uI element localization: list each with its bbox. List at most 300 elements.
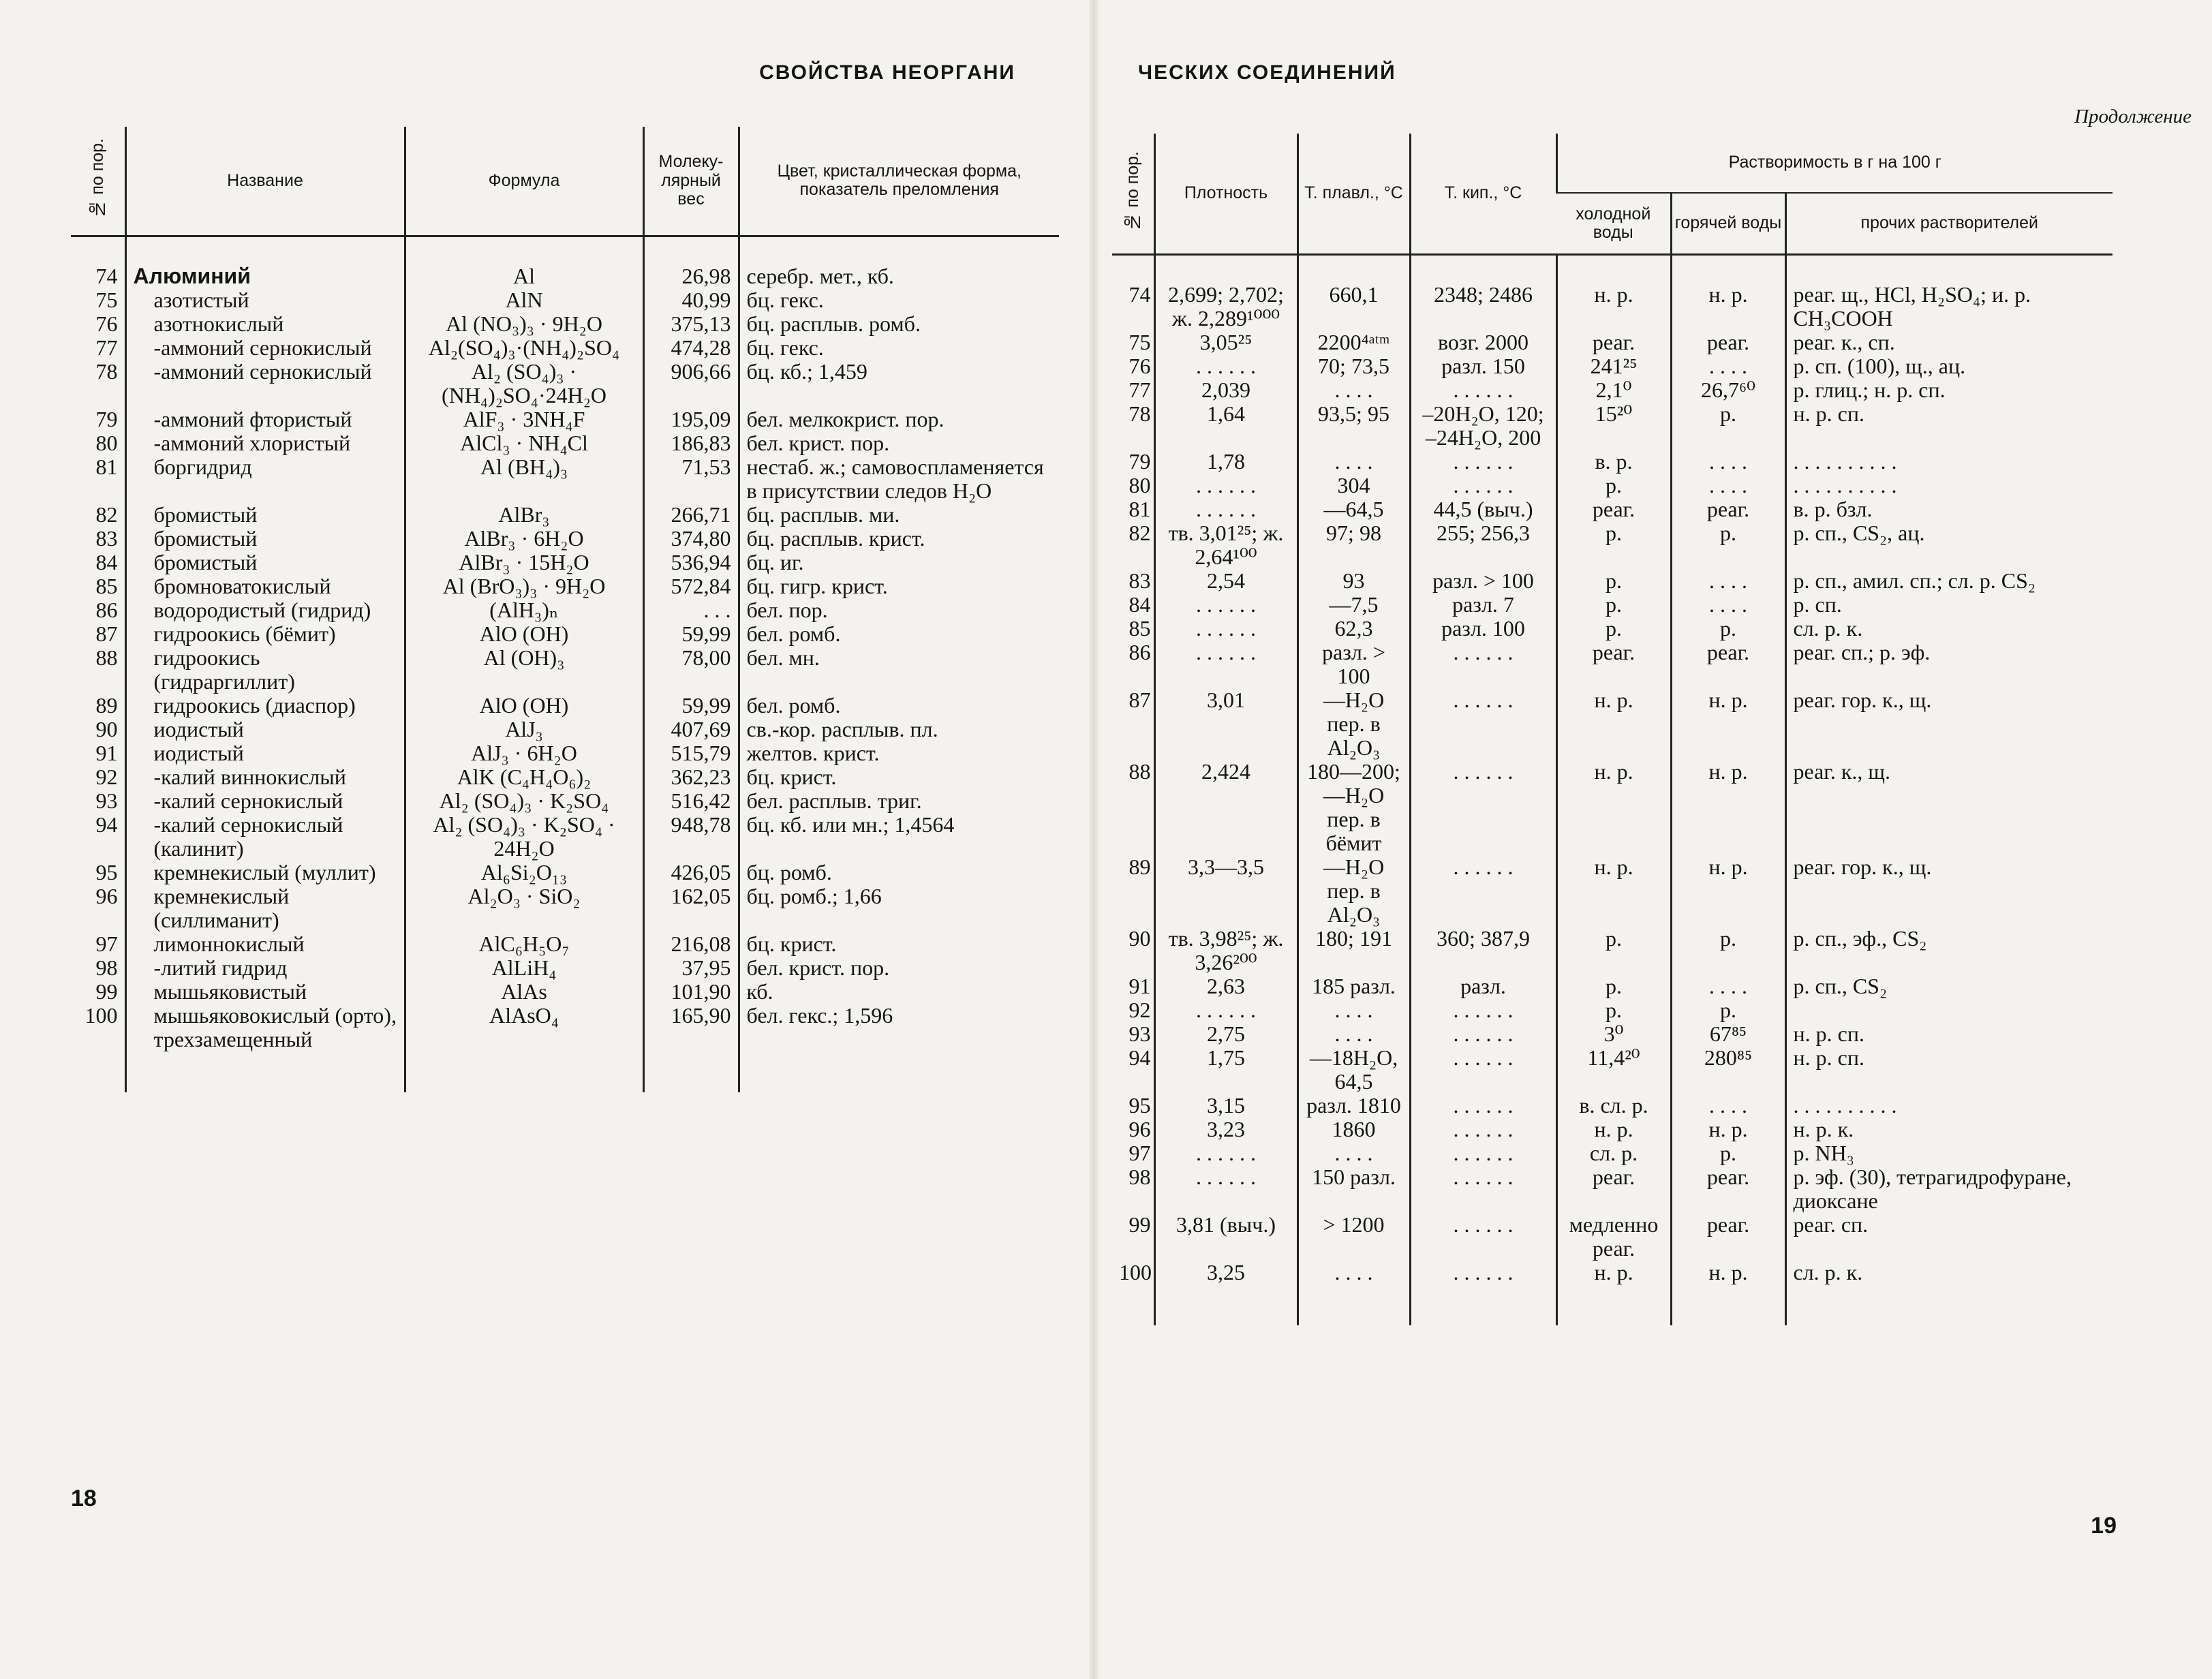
compound-formula: AlBr₃ · 15H₂O bbox=[405, 551, 643, 574]
compound-name: гидроокись (диаспор) bbox=[125, 694, 405, 718]
melting-point: —18H₂O, 64,5 bbox=[1297, 1046, 1410, 1094]
solubility-hot-water: р. bbox=[1671, 927, 1785, 974]
page-number-right: 19 bbox=[2091, 1513, 2117, 1539]
density: 3,3—3,5 bbox=[1154, 855, 1297, 927]
solubility-hot-water: р. bbox=[1671, 998, 1785, 1022]
appearance: желтов. крист. bbox=[739, 741, 1059, 765]
row-number: 85 bbox=[1128, 617, 1151, 641]
molecular-weight: 515,79 bbox=[643, 741, 739, 765]
solubility-other: реаг. к., щ. bbox=[1785, 760, 2113, 855]
melting-point: 180—200; —H₂O пер. в бёмит bbox=[1297, 760, 1410, 855]
solubility-cold-water: н. р. bbox=[1556, 255, 1671, 331]
solubility-cold-water: реаг. bbox=[1556, 330, 1671, 354]
row-number: 88 bbox=[1128, 760, 1151, 784]
compound-name: мышьяковистый bbox=[125, 980, 405, 1004]
table-row bbox=[71, 1004, 1059, 1092]
density: . . . . . . bbox=[1154, 998, 1297, 1022]
compound-formula: Al (OH)₃ bbox=[405, 646, 643, 694]
running-header-right: ЧЕСКИХ СОЕДИНЕНИЙ bbox=[1138, 61, 1396, 84]
compounds-table-left bbox=[71, 127, 1059, 1092]
appearance: бел. пор. bbox=[739, 598, 1059, 622]
solubility-cold-water: реаг. bbox=[1556, 641, 1671, 688]
appearance: бц. гекс. bbox=[739, 288, 1059, 312]
solubility-hot-water: н. р. bbox=[1671, 688, 1785, 760]
molecular-weight: 40,99 bbox=[643, 288, 739, 312]
molecular-weight: 474,28 bbox=[643, 336, 739, 360]
solubility-other: реаг. сп. bbox=[1785, 1213, 2113, 1261]
density: 2,699; 2,702; ж. 2,289¹⁰⁰⁰ bbox=[1154, 255, 1297, 331]
density: 2,63 bbox=[1154, 974, 1297, 998]
compound-formula: AlK (C₄H₄O₆)₂ bbox=[405, 765, 643, 789]
table-row bbox=[1112, 1213, 2113, 1261]
compound-formula: Al (NO₃)₃ · 9H₂O bbox=[405, 312, 643, 336]
compound-name: -калий виннокислый bbox=[125, 765, 405, 789]
row-number: 95 bbox=[1128, 1094, 1151, 1118]
row-number: 83 bbox=[95, 526, 118, 551]
density: . . . . . . bbox=[1154, 593, 1297, 617]
appearance: бц. кб. или мн.; 1,4564 bbox=[739, 813, 1059, 861]
compound-formula: AlJ₃ bbox=[405, 718, 643, 741]
solubility-hot-water: . . . . bbox=[1671, 450, 1785, 474]
compound-formula: AlAsO₄ bbox=[405, 1004, 643, 1092]
compound-name: мышьяковокислый (орто), трехзамещенный bbox=[125, 1004, 405, 1092]
table-row bbox=[71, 336, 1059, 360]
row-number: 77 bbox=[95, 335, 118, 360]
table-row bbox=[71, 718, 1059, 741]
appearance: бел. мн. bbox=[739, 646, 1059, 694]
solubility-cold-water: 2,1⁰ bbox=[1556, 378, 1671, 402]
solubility-hot-water: н. р. bbox=[1671, 255, 1785, 331]
solubility-cold-water: р. bbox=[1556, 998, 1671, 1022]
solubility-other: н. р. сп. bbox=[1785, 402, 2113, 450]
col-header-hot: горячей воды bbox=[1671, 193, 1785, 255]
solubility-hot-water: н. р. bbox=[1671, 760, 1785, 855]
compound-name: кремнекислый (муллит) bbox=[125, 861, 405, 884]
boiling-point: . . . . . . bbox=[1410, 1165, 1556, 1213]
table-row bbox=[71, 431, 1059, 455]
solubility-hot-water: реаг. bbox=[1671, 330, 1785, 354]
density: . . . . . . bbox=[1154, 474, 1297, 497]
compound-name: -аммоний сернокислый bbox=[125, 336, 405, 360]
solubility-cold-water: р. bbox=[1556, 569, 1671, 593]
table-row bbox=[71, 312, 1059, 336]
compound-name: бромноватокислый bbox=[125, 574, 405, 598]
appearance: бел. мелкокрист. пор. bbox=[739, 407, 1059, 431]
table-row bbox=[1112, 760, 2113, 855]
appearance: бел. гекс.; 1,596 bbox=[739, 1004, 1059, 1092]
row-number: 89 bbox=[95, 693, 118, 718]
molecular-weight: 216,08 bbox=[643, 932, 739, 956]
appearance: нестаб. ж.; самовоспламеняется в присутствии следов H₂O bbox=[739, 455, 1059, 503]
solubility-hot-water: . . . . bbox=[1671, 354, 1785, 378]
boiling-point: 255; 256,3 bbox=[1410, 521, 1556, 569]
solubility-cold-water: 241²⁵ bbox=[1556, 354, 1671, 378]
solubility-cold-water: 15²⁰ bbox=[1556, 402, 1671, 450]
col-header-formula: Формула bbox=[405, 127, 643, 236]
solubility-hot-water: реаг. bbox=[1671, 641, 1785, 688]
row-number: 87 bbox=[1128, 688, 1151, 712]
solubility-hot-water: реаг. bbox=[1671, 1213, 1785, 1261]
melting-point: 93 bbox=[1297, 569, 1410, 593]
molecular-weight: 195,09 bbox=[643, 407, 739, 431]
compound-name: -аммоний фтористый bbox=[125, 407, 405, 431]
solubility-other: р. сп., CS₂, ац. bbox=[1785, 521, 2113, 569]
appearance: бц. крист. bbox=[739, 932, 1059, 956]
row-number: 77 bbox=[1128, 378, 1151, 402]
right-table-body bbox=[1112, 255, 2113, 1326]
row-number: 81 bbox=[1128, 497, 1151, 521]
compound-formula: AlO (OH) bbox=[405, 694, 643, 718]
boiling-point: . . . . . . bbox=[1410, 1094, 1556, 1118]
solubility-other: р. сп., эф., CS₂ bbox=[1785, 927, 2113, 974]
table-row bbox=[71, 407, 1059, 431]
running-header-left: СВОЙСТВА НЕОРГАНИ bbox=[759, 61, 1015, 84]
table-row bbox=[71, 527, 1059, 551]
solubility-other: . . . . . . . . . . bbox=[1785, 1094, 2113, 1118]
molecular-weight: 374,80 bbox=[643, 527, 739, 551]
table-row bbox=[71, 622, 1059, 646]
compound-name: бромистый bbox=[125, 527, 405, 551]
solubility-other: реаг. гор. к., щ. bbox=[1785, 855, 2113, 927]
table-row bbox=[1112, 974, 2113, 998]
row-number: 94 bbox=[95, 812, 118, 837]
row-number: 96 bbox=[1128, 1118, 1151, 1141]
molecular-weight: 59,99 bbox=[643, 622, 739, 646]
left-page bbox=[0, 0, 1090, 1679]
compound-name: бромистый bbox=[125, 551, 405, 574]
melting-point: . . . . bbox=[1297, 998, 1410, 1022]
right-page bbox=[1097, 0, 2212, 1679]
density: 3,81 (выч.) bbox=[1154, 1213, 1297, 1261]
melting-point: 97; 98 bbox=[1297, 521, 1410, 569]
row-number: 98 bbox=[95, 955, 118, 980]
col-header-solubility: Растворимость в г на 100 г bbox=[1556, 134, 2113, 193]
molecular-weight: 948,78 bbox=[643, 813, 739, 861]
boiling-point: . . . . . . bbox=[1410, 1213, 1556, 1261]
melting-point: > 1200 bbox=[1297, 1213, 1410, 1261]
solubility-cold-water: н. р. bbox=[1556, 1261, 1671, 1325]
compound-formula: AlCl₃ · NH₄Cl bbox=[405, 431, 643, 455]
row-number: 99 bbox=[1128, 1213, 1151, 1237]
row-number: 89 bbox=[1128, 855, 1151, 879]
compound-formula: Al₆Si₂O₁₃ bbox=[405, 861, 643, 884]
row-number: 94 bbox=[1128, 1046, 1151, 1070]
table-row bbox=[1112, 521, 2113, 569]
compound-formula: (AlH₃)ₙ bbox=[405, 598, 643, 622]
table-row bbox=[71, 884, 1059, 932]
density: 3,05²⁵ bbox=[1154, 330, 1297, 354]
compound-formula: Al bbox=[405, 236, 643, 288]
solubility-other: реаг. сп.; р. эф. bbox=[1785, 641, 2113, 688]
melting-point: 70; 73,5 bbox=[1297, 354, 1410, 378]
compound-name: Алюминий bbox=[125, 236, 405, 288]
row-number: 83 bbox=[1128, 569, 1151, 593]
melting-point: 180; 191 bbox=[1297, 927, 1410, 974]
table-row bbox=[1112, 497, 2113, 521]
compound-name: -аммоний сернокислый bbox=[125, 360, 405, 407]
row-number: 82 bbox=[1128, 521, 1151, 545]
solubility-cold-water: н. р. bbox=[1556, 688, 1671, 760]
melting-point: 185 разл. bbox=[1297, 974, 1410, 998]
row-number: 86 bbox=[1128, 641, 1151, 664]
row-number: 90 bbox=[1128, 927, 1151, 951]
solubility-cold-water: р. bbox=[1556, 593, 1671, 617]
compound-name: иодистый bbox=[125, 718, 405, 741]
solubility-cold-water: р. bbox=[1556, 617, 1671, 641]
boiling-point: . . . . . . bbox=[1410, 450, 1556, 474]
molecular-weight: 572,84 bbox=[643, 574, 739, 598]
density: 1,64 bbox=[1154, 402, 1297, 450]
solubility-other: р. эф. (30), тетрагидрофуране, диоксане bbox=[1785, 1165, 2113, 1213]
solubility-other: в. р. бзл. bbox=[1785, 497, 2113, 521]
table-row bbox=[71, 980, 1059, 1004]
table-row bbox=[71, 646, 1059, 694]
solubility-hot-water: . . . . bbox=[1671, 593, 1785, 617]
boiling-point: . . . . . . bbox=[1410, 1261, 1556, 1325]
table-row bbox=[1112, 1022, 2113, 1046]
boiling-point: . . . . . . bbox=[1410, 641, 1556, 688]
compound-name: азотнокислый bbox=[125, 312, 405, 336]
solubility-other: реаг. щ., HCl, H₂SO₄; и. р. CH₃COOH bbox=[1785, 255, 2113, 331]
density: 2,75 bbox=[1154, 1022, 1297, 1046]
compound-name: азотистый bbox=[125, 288, 405, 312]
compound-formula: Al (BrO₃)₃ · 9H₂O bbox=[405, 574, 643, 598]
molecular-weight: 426,05 bbox=[643, 861, 739, 884]
melting-point: . . . . bbox=[1297, 1261, 1410, 1325]
solubility-hot-water: н. р. bbox=[1671, 855, 1785, 927]
solubility-hot-water: реаг. bbox=[1671, 1165, 1785, 1213]
density: 3,25 bbox=[1154, 1261, 1297, 1325]
molecular-weight: 162,05 bbox=[643, 884, 739, 932]
table-row bbox=[1112, 378, 2113, 402]
row-number: 88 bbox=[95, 645, 118, 670]
melting-point: —H₂O пер. в Al₂O₃ bbox=[1297, 688, 1410, 760]
boiling-point: возг. 2000 bbox=[1410, 330, 1556, 354]
melting-point: . . . . bbox=[1297, 1022, 1410, 1046]
appearance: бц. расплыв. ромб. bbox=[739, 312, 1059, 336]
molecular-weight: 407,69 bbox=[643, 718, 739, 741]
compound-name: -аммоний хлористый bbox=[125, 431, 405, 455]
solubility-other: реаг. гор. к., щ. bbox=[1785, 688, 2113, 760]
solubility-other: н. р. к. bbox=[1785, 1118, 2113, 1141]
table-row bbox=[71, 861, 1059, 884]
table-row bbox=[1112, 330, 2113, 354]
solubility-hot-water: реаг. bbox=[1671, 497, 1785, 521]
solubility-hot-water: . . . . bbox=[1671, 569, 1785, 593]
solubility-cold-water: р. bbox=[1556, 927, 1671, 974]
melting-point: 304 bbox=[1297, 474, 1410, 497]
density: . . . . . . bbox=[1154, 641, 1297, 688]
row-number: 91 bbox=[1128, 974, 1151, 998]
table-row bbox=[1112, 450, 2113, 474]
density: . . . . . . bbox=[1154, 617, 1297, 641]
row-number: 100 bbox=[85, 1003, 118, 1028]
molecular-weight: 516,42 bbox=[643, 789, 739, 813]
boiling-point: . . . . . . bbox=[1410, 1118, 1556, 1141]
appearance: бел. расплыв. триг. bbox=[739, 789, 1059, 813]
compound-name: кремнекислый (силлиманит) bbox=[125, 884, 405, 932]
row-number: 91 bbox=[95, 741, 118, 765]
table-header-row bbox=[1112, 134, 2113, 193]
density: . . . . . . bbox=[1154, 1165, 1297, 1213]
density: . . . . . . bbox=[1154, 354, 1297, 378]
row-number: 74 bbox=[1128, 282, 1151, 307]
molecular-weight: . . . bbox=[643, 598, 739, 622]
density: 2,424 bbox=[1154, 760, 1297, 855]
row-number: 92 bbox=[95, 765, 118, 789]
solubility-other: . . . . . . . . . . bbox=[1785, 450, 2113, 474]
solubility-hot-water: . . . . bbox=[1671, 1094, 1785, 1118]
density: . . . . . . bbox=[1154, 1141, 1297, 1165]
row-number: 78 bbox=[95, 359, 118, 384]
row-number: 84 bbox=[95, 550, 118, 574]
row-number: 76 bbox=[1128, 354, 1151, 378]
solubility-hot-water: р. bbox=[1671, 521, 1785, 569]
density: 1,78 bbox=[1154, 450, 1297, 474]
row-number: 80 bbox=[1128, 474, 1151, 497]
solubility-cold-water: 11,4²⁰ bbox=[1556, 1046, 1671, 1094]
table-row bbox=[1112, 641, 2113, 688]
melting-point: 660,1 bbox=[1297, 255, 1410, 331]
melting-point: разл. > 100 bbox=[1297, 641, 1410, 688]
appearance: св.-кор. расплыв. пл. bbox=[739, 718, 1059, 741]
table-row bbox=[71, 765, 1059, 789]
appearance: бц. расплыв. крист. bbox=[739, 527, 1059, 551]
density: 2,039 bbox=[1154, 378, 1297, 402]
molecular-weight: 71,53 bbox=[643, 455, 739, 503]
compound-name: лимоннокислый bbox=[125, 932, 405, 956]
row-number: 97 bbox=[95, 931, 118, 956]
boiling-point: 360; 387,9 bbox=[1410, 927, 1556, 974]
density: 2,54 bbox=[1154, 569, 1297, 593]
melting-point: —7,5 bbox=[1297, 593, 1410, 617]
compound-formula: AlN bbox=[405, 288, 643, 312]
solubility-cold-water: 3⁰ bbox=[1556, 1022, 1671, 1046]
appearance: бел. ромб. bbox=[739, 622, 1059, 646]
solubility-hot-water: . . . . bbox=[1671, 474, 1785, 497]
table-row bbox=[1112, 1165, 2113, 1213]
row-number: 75 bbox=[95, 288, 118, 312]
row-number: 80 bbox=[95, 431, 118, 455]
table-row bbox=[1112, 1094, 2113, 1118]
solubility-hot-water: р. bbox=[1671, 402, 1785, 450]
solubility-hot-water: . . . . bbox=[1671, 974, 1785, 998]
col-header-mw: Молеку-лярный вес bbox=[643, 127, 739, 236]
col-header-density: Плотность bbox=[1154, 134, 1297, 255]
molecular-weight: 375,13 bbox=[643, 312, 739, 336]
molecular-weight: 536,94 bbox=[643, 551, 739, 574]
row-number: 87 bbox=[95, 621, 118, 646]
solubility-cold-water: реаг. bbox=[1556, 497, 1671, 521]
molecular-weight: 165,90 bbox=[643, 1004, 739, 1092]
melting-point: 150 разл. bbox=[1297, 1165, 1410, 1213]
compound-formula: Al₂ (SO₄)₃ · K₂SO₄ · 24H₂O bbox=[405, 813, 643, 861]
solubility-cold-water: в. сл. р. bbox=[1556, 1094, 1671, 1118]
col-header-props: Цвет, кристаллическая форма, показатель преломления bbox=[739, 127, 1059, 236]
table-row bbox=[1112, 998, 2113, 1022]
boiling-point: . . . . . . bbox=[1410, 760, 1556, 855]
col-header-name: Название bbox=[125, 127, 405, 236]
solubility-cold-water: сл. р. bbox=[1556, 1141, 1671, 1165]
table-row bbox=[1112, 255, 2113, 331]
compound-formula: AlC₆H₅O₇ bbox=[405, 932, 643, 956]
molecular-weight: 906,66 bbox=[643, 360, 739, 407]
compound-name: боргидрид bbox=[125, 455, 405, 503]
table-row bbox=[1112, 1141, 2113, 1165]
row-number: 86 bbox=[95, 598, 118, 622]
density: 3,15 bbox=[1154, 1094, 1297, 1118]
solubility-cold-water: р. bbox=[1556, 521, 1671, 569]
solubility-cold-water: н. р. bbox=[1556, 1118, 1671, 1141]
appearance: кб. bbox=[739, 980, 1059, 1004]
appearance: бц. расплыв. ми. bbox=[739, 503, 1059, 527]
boiling-point: . . . . . . bbox=[1410, 1022, 1556, 1046]
compound-formula: AlJ₃ · 6H₂O bbox=[405, 741, 643, 765]
solubility-other: р. сп. bbox=[1785, 593, 2113, 617]
row-number: 79 bbox=[1128, 450, 1151, 474]
molecular-weight: 26,98 bbox=[643, 236, 739, 288]
continuation-label: Продолжение bbox=[2074, 106, 2192, 127]
page-number-left: 18 bbox=[71, 1485, 97, 1511]
boiling-point: разл. 7 bbox=[1410, 593, 1556, 617]
solubility-hot-water: 26,7⁶⁰ bbox=[1671, 378, 1785, 402]
table-row bbox=[71, 813, 1059, 861]
row-number: 82 bbox=[95, 502, 118, 527]
row-number: 99 bbox=[95, 979, 118, 1004]
density: . . . . . . bbox=[1154, 497, 1297, 521]
row-number: 97 bbox=[1128, 1141, 1151, 1165]
table-row bbox=[1112, 402, 2113, 450]
appearance: бц. иг. bbox=[739, 551, 1059, 574]
melting-point: —H₂O пер. в Al₂O₃ bbox=[1297, 855, 1410, 927]
melting-point: 1860 bbox=[1297, 1118, 1410, 1141]
table-row bbox=[1112, 1118, 2113, 1141]
table-row bbox=[71, 551, 1059, 574]
molecular-weight: 101,90 bbox=[643, 980, 739, 1004]
boiling-point: разл. bbox=[1410, 974, 1556, 998]
molecular-weight: 78,00 bbox=[643, 646, 739, 694]
row-number: 92 bbox=[1128, 998, 1151, 1022]
compound-name: -калий сернокислый (калинит) bbox=[125, 813, 405, 861]
row-number: 74 bbox=[95, 263, 118, 288]
solubility-other bbox=[1785, 998, 2113, 1022]
table-row bbox=[71, 360, 1059, 407]
table-row bbox=[71, 288, 1059, 312]
row-number: 96 bbox=[95, 884, 118, 908]
table-row bbox=[71, 694, 1059, 718]
solubility-other: р. сп., CS₂ bbox=[1785, 974, 2113, 998]
table-row bbox=[71, 956, 1059, 980]
melting-point: разл. 1810 bbox=[1297, 1094, 1410, 1118]
row-number: 95 bbox=[95, 860, 118, 884]
molecular-weight: 266,71 bbox=[643, 503, 739, 527]
compounds-table-right bbox=[1112, 134, 2113, 1325]
melting-point: 2200⁴ᵃᵗᵐ bbox=[1297, 330, 1410, 354]
boiling-point: . . . . . . bbox=[1410, 855, 1556, 927]
compound-formula: Al₂O₃ · SiO₂ bbox=[405, 884, 643, 932]
solubility-other: сл. р. к. bbox=[1785, 617, 2113, 641]
melting-point: . . . . bbox=[1297, 378, 1410, 402]
row-number: 85 bbox=[95, 574, 118, 598]
density: 3,01 bbox=[1154, 688, 1297, 760]
boiling-point: разл. 150 bbox=[1410, 354, 1556, 378]
solubility-other: н. р. сп. bbox=[1785, 1046, 2113, 1094]
row-number: 84 bbox=[1128, 593, 1151, 617]
compound-formula: AlLiH₄ bbox=[405, 956, 643, 980]
appearance: серебр. мет., кб. bbox=[739, 236, 1059, 288]
appearance: бц. ромб.; 1,66 bbox=[739, 884, 1059, 932]
density: 1,75 bbox=[1154, 1046, 1297, 1094]
